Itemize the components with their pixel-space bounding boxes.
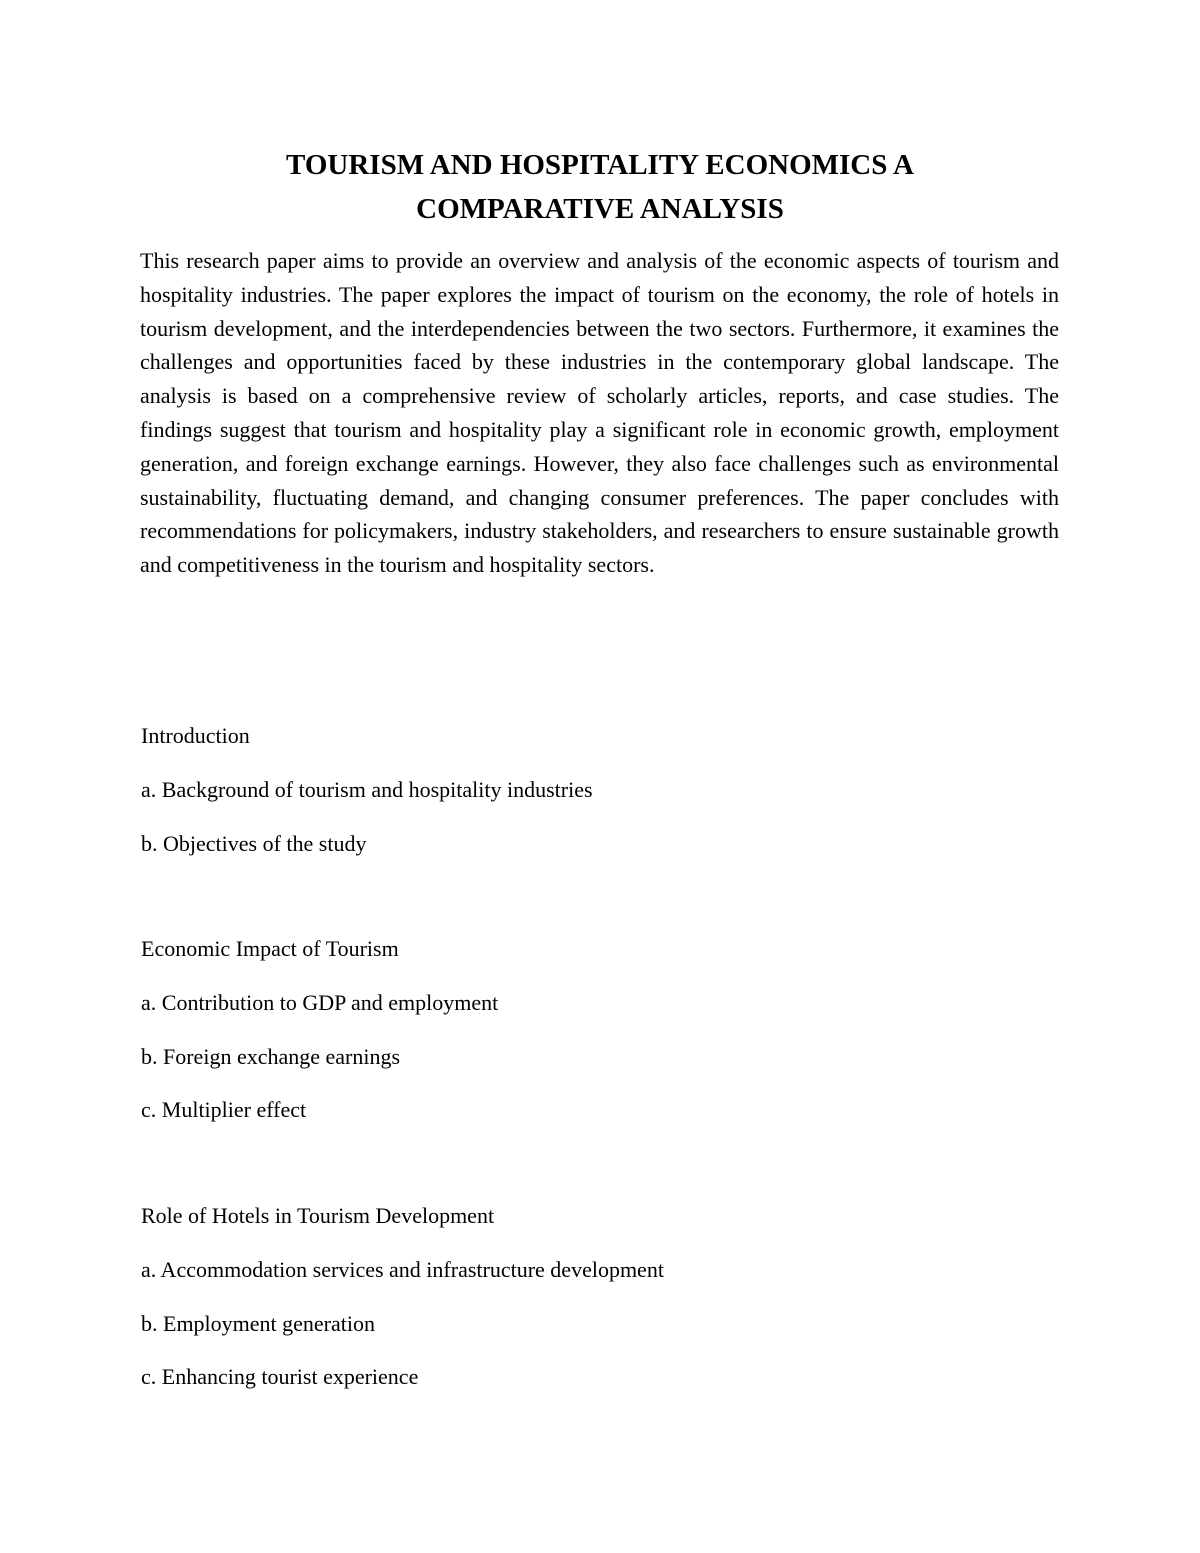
section-heading-economic-impact: Economic Impact of Tourism (141, 936, 399, 961)
document-title (140, 143, 1060, 231)
outline-item: a. Contribution to GDP and employment (141, 990, 499, 1015)
outline-item: c. Multiplier effect (141, 1097, 307, 1122)
outline-item: b. Objectives of the study (141, 831, 367, 856)
outline-item: b. Foreign exchange earnings (141, 1044, 401, 1069)
section-heading-introduction: Introduction (141, 723, 250, 748)
outline-item: c. Enhancing tourist experience (141, 1364, 419, 1389)
abstract-paragraph: This research paper aims to provide an overview and analysis of the economic aspects of tourism and hospitality industries. The paper explores the impact of tourism on the economy, the role of hotels in tourism development, and the interdependencies between the two sectors. Furthermore, it examines the challenges and opportunities faced by these industries in the contemporary global landscape. The analysis is based on a comprehensive review of scholarly articles, reports, and case studies. The findings suggest that tourism and hospitality play a significant role in economic growth, employment generation, and foreign exchange earnings. However, they also face challenges such as environmental sustainability, fluctuating demand, and changing consumer preferences. The paper concludes with recommendations for policymakers, industry stakeholders, and researchers to ensure sustainable growth and competitiveness in the tourism and hospitality sectors. (140, 248, 1059, 578)
title-line-2: COMPARATIVE ANALYSIS (416, 193, 784, 225)
section-heading-role-of-hotels: Role of Hotels in Tourism Development (141, 1203, 495, 1228)
outline-item: b. Employment generation (141, 1311, 375, 1336)
title-line-1: TOURISM AND HOSPITALITY ECONOMICS A (286, 149, 914, 181)
outline-item: a. Accommodation services and infrastructure development (141, 1257, 664, 1282)
outline-item: a. Background of tourism and hospitality industries (141, 777, 593, 802)
